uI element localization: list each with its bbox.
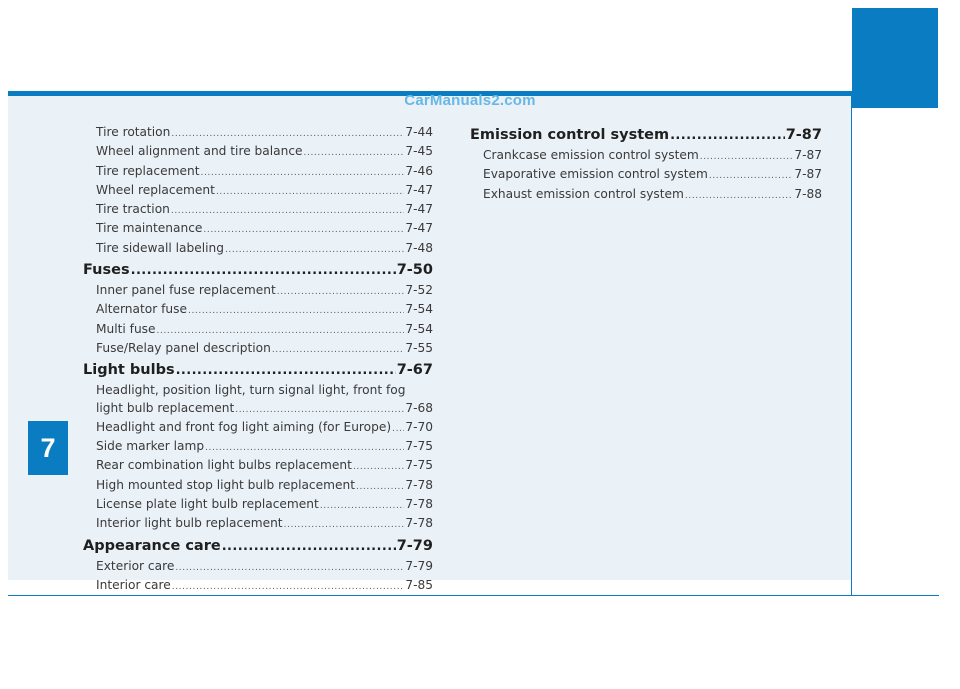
toc-entry[interactable] <box>470 147 822 166</box>
toc-section-heading[interactable] <box>83 259 433 282</box>
toc-entry-continuation: Headlight, position light, turn signal light, front fog <box>96 383 406 398</box>
toc-entry[interactable] <box>83 457 433 476</box>
dot-leader <box>235 402 404 419</box>
toc-page-number: 7-87 <box>785 127 822 143</box>
toc-page-number: 7-54 <box>405 321 433 336</box>
dot-leader <box>685 188 793 205</box>
dot-leader <box>272 342 404 359</box>
toc-entry-title: Crankcase emission control system <box>483 148 699 162</box>
toc-page-number: 7-78 <box>405 477 433 492</box>
toc-page-number: 7-70 <box>405 419 433 434</box>
toc-entry-title: Multi fuse <box>96 321 156 336</box>
dot-leader <box>353 459 404 476</box>
toc-entry-title: Tire sidewall labeling <box>96 240 224 255</box>
toc-entry[interactable] <box>83 201 433 220</box>
dot-leader <box>304 145 405 162</box>
toc-entry[interactable] <box>83 558 433 577</box>
toc-page-number: 7-47 <box>405 221 433 236</box>
toc-left-column <box>83 124 433 596</box>
toc-entry-title: High mounted stop light bulb replacement <box>96 477 355 492</box>
dot-leader <box>222 536 396 558</box>
toc-page-number: 7-45 <box>405 144 433 159</box>
toc-entry-title: Alternator fuse <box>96 302 187 317</box>
toc-entry[interactable] <box>83 124 433 143</box>
toc-entry-title: Evaporative emission control system <box>483 167 708 182</box>
toc-page-number: 7-78 <box>405 516 433 531</box>
dot-leader <box>171 203 404 220</box>
toc-page-number: 7-55 <box>405 340 433 355</box>
toc-entry-title: Appearance care <box>83 537 221 554</box>
toc-entry[interactable] <box>83 220 433 239</box>
toc-entry[interactable] <box>83 282 433 301</box>
dot-leader <box>175 560 404 577</box>
toc-page-number: 7-48 <box>405 240 433 255</box>
toc-page-number: 7-75 <box>405 458 433 473</box>
watermark: CarManuals2.com <box>404 92 536 109</box>
toc-page-number: 7-44 <box>405 125 433 139</box>
dot-leader <box>200 165 404 182</box>
toc-entry[interactable] <box>83 419 433 438</box>
toc-entry[interactable] <box>470 186 822 205</box>
dot-leader <box>203 222 404 239</box>
chapter-number-tab: 7 <box>28 421 68 475</box>
dot-leader <box>392 421 404 438</box>
toc-page-number: 7-75 <box>405 439 433 454</box>
dot-leader <box>709 168 793 185</box>
toc-entry[interactable] <box>83 577 433 596</box>
dot-leader <box>284 517 405 534</box>
toc-entry-title: Fuses <box>83 262 130 279</box>
dot-leader <box>277 284 405 301</box>
dot-leader <box>172 579 405 596</box>
toc-page-number: 7-50 <box>396 262 433 279</box>
toc-entry-title: Exhaust emission control system <box>483 186 684 201</box>
toc-entry[interactable] <box>83 515 433 534</box>
toc-entry[interactable] <box>83 182 433 201</box>
toc-entry[interactable] <box>83 240 433 259</box>
toc-entry[interactable] <box>83 477 433 496</box>
toc-page-number: 7-46 <box>405 163 433 178</box>
toc-entry-title: Light bulbs <box>83 362 175 379</box>
toc-entry-title: light bulb replacement <box>96 400 235 415</box>
toc-page-number: 7-85 <box>405 577 433 592</box>
toc-entry[interactable] <box>83 163 433 182</box>
toc-entry[interactable] <box>83 438 433 457</box>
toc-page-number: 7-79 <box>405 558 433 573</box>
toc-entry[interactable] <box>83 321 433 340</box>
toc-entry-title: Rear combination light bulbs replacement <box>96 458 352 473</box>
dot-leader <box>176 360 396 382</box>
toc-page-number: 7-68 <box>405 400 433 415</box>
toc-entry-title: Tire traction <box>96 202 170 217</box>
side-rule <box>851 96 852 596</box>
toc-page-number: 7-88 <box>794 186 822 201</box>
toc-entry-title: Inner panel fuse replacement <box>96 283 276 298</box>
toc-entry[interactable] <box>83 400 433 419</box>
toc-page-number: 7-47 <box>405 182 433 197</box>
dot-leader <box>157 323 405 340</box>
dot-leader <box>320 498 405 515</box>
dot-leader <box>131 260 396 282</box>
dot-leader <box>670 125 785 147</box>
toc-entry-title: Headlight and front fog light aiming (for Europe) <box>96 419 392 434</box>
dot-leader <box>216 184 404 201</box>
toc-entry-title: Tire rotation <box>96 125 171 139</box>
dot-leader <box>225 242 404 259</box>
toc-section-heading[interactable] <box>470 124 822 147</box>
toc-page-number: 7-87 <box>794 167 822 182</box>
toc-page-number: 7-78 <box>405 497 433 512</box>
toc-page-number: 7-52 <box>405 283 433 298</box>
toc-entry-title: Interior care <box>96 577 171 592</box>
dot-leader <box>205 440 404 457</box>
toc-entry-title: Tire maintenance <box>96 221 203 236</box>
toc-entry-title: Wheel alignment and tire balance <box>96 144 303 159</box>
toc-section-heading[interactable] <box>83 359 433 382</box>
toc-section-heading[interactable] <box>83 535 433 558</box>
dot-leader <box>171 126 404 143</box>
toc-entry-title: Interior light bulb replacement <box>96 516 283 531</box>
dot-leader <box>188 303 404 320</box>
toc-entry-title: Emission control system <box>470 127 670 143</box>
toc-entry[interactable] <box>83 340 433 359</box>
toc-entry[interactable] <box>470 166 822 185</box>
toc-page-number: 7-87 <box>794 148 822 162</box>
dot-leader <box>356 479 404 496</box>
toc-entry[interactable] <box>83 496 433 515</box>
toc-entry-title: Wheel replacement <box>96 182 215 197</box>
toc-entry-title: License plate light bulb replacement <box>96 497 319 512</box>
toc-page-number: 7-79 <box>396 537 433 554</box>
toc-page-number: 7-67 <box>396 362 433 379</box>
toc-entry[interactable] <box>83 143 433 162</box>
toc-entry-title: Tire replacement <box>96 163 200 178</box>
dot-leader <box>700 149 794 166</box>
toc-entry[interactable] <box>83 301 433 320</box>
toc-right-column <box>470 124 822 205</box>
toc-page-number: 7-54 <box>405 302 433 317</box>
toc-entry-title: Exterior care <box>96 558 175 573</box>
toc-entry-title: Fuse/Relay panel description <box>96 340 271 355</box>
toc-page-number: 7-47 <box>405 202 433 217</box>
toc-entry-title: Side marker lamp <box>96 439 205 454</box>
